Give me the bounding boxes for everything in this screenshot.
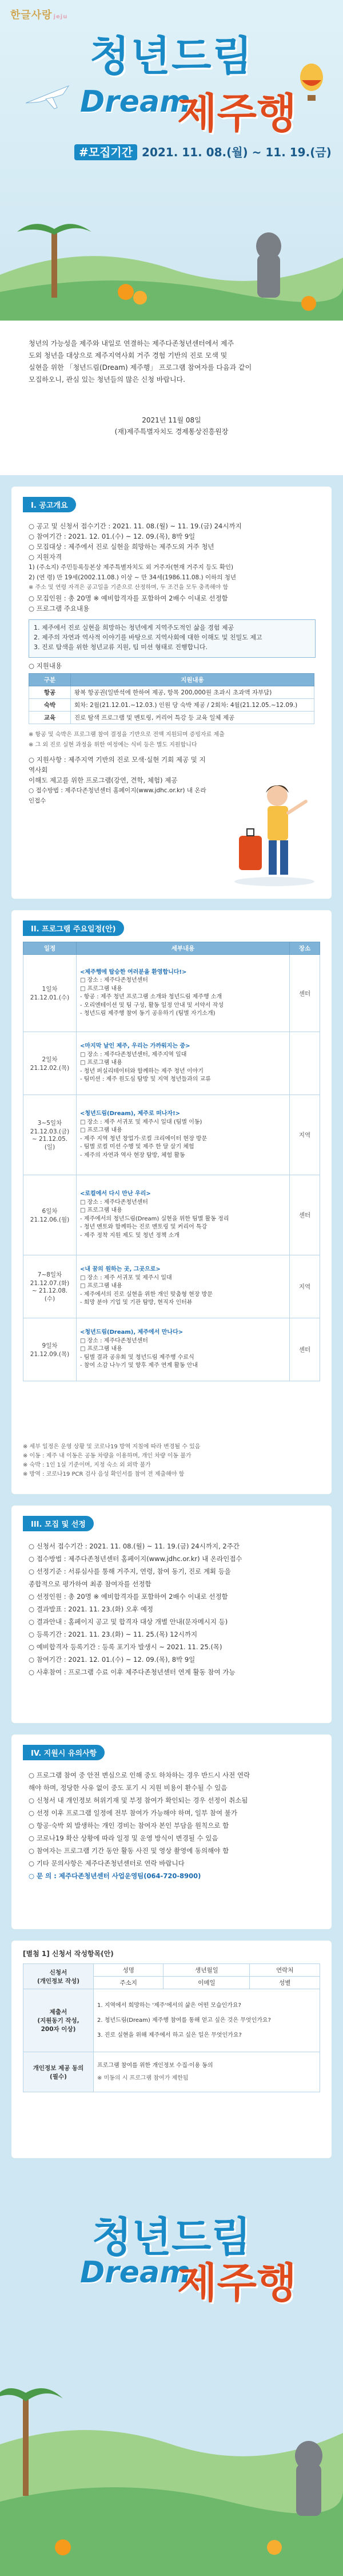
schedule-line: - 제주에서의 진로 실현을 위한 개인 맞춤형 현장 방문 [80,1291,213,1298]
schedule-line: <청년드림(Dream), 제주에서 만나다> [80,1329,184,1336]
support-cell: 교육 [29,712,71,724]
selection-item: ○ 결과안내 : 홈페이지 공고 및 합격자 대상 개별 안내(문자메시지 등) [29,1618,228,1626]
schedule-line: - 제주 지역 청년 창업가·로컬 크리에이터 현장 방문 [80,1135,208,1142]
schedule-line: - 팀미션 : 제주 원도심 탐방 및 지역 청년들과의 교류 [80,1076,211,1083]
schedule-place [290,1032,320,1095]
support-notes [29,730,225,750]
schedule-date: 21.12.09.(목) [30,1350,70,1358]
footer-landscape-illustration [0,2376,343,2576]
footer-title-dream: Dream [80,2255,191,2290]
support-note: ※ 그 외 진로 실현 과정을 위한 여정에는 식비 등은 별도 지원합니다 [29,742,197,748]
schedule-th: 장소 [290,942,320,955]
overview-item: ○ 프로그램 주요내용 [29,605,90,613]
support-cell: 항공 [29,686,71,699]
logo-sub: jeju [53,14,68,20]
schedule-line: - 항공 : 제주 청년 프로그램 소개와 청년드림 제주행 소개 [80,994,222,1000]
support-heading: ○ 지원내용 [29,662,62,670]
schedule-day: 9일차 [42,1342,58,1349]
table-row [23,1318,320,1381]
hero-title: 청년드림 [89,32,254,80]
schedule-line: □ 장소 : 제주다존청년센터 [80,1199,148,1206]
jeju-landscape-illustration [0,206,343,321]
schedule-th: 일정 [23,942,77,955]
schedule-day: 3~5일차 [37,1120,62,1127]
overview-extra [29,754,212,806]
intro-line: 실현을 위한 「청년드림(Dream) 제주행」 프로그램 참여자를 다음과 같이 [29,364,252,372]
section-appendix [11,1941,332,2158]
schedule-place: 센터 [290,1175,320,1255]
selection-item: ○ 등록기간 : 2021. 11. 23.(화) ~ 11. 25.(목) 12시까지 [29,1630,198,1638]
appendix-cell: 이메일 [163,1977,250,1989]
overview-item: ○ 모집인원 : 총 20명 ※ 예비합격자를 포함하여 2배수 이내로 선정함 [29,594,228,602]
appendix-cell: 연락처 [250,1964,320,1977]
notice-contact: ○ 문 의 : 제주다존청년센터 사업운영팀(064-720-8900) [29,1872,201,1880]
schedule-note: ※ 세부 일정은 운영 상황 및 코로나19 방역 지침에 따라 변경될 수 있음 [23,1444,201,1450]
schedule-line: □ 장소 : 제주다존청년센터 [80,1337,148,1344]
schedule-table [23,942,320,1381]
intro-line: 모집하오니, 관심 있는 청년들의 많은 신청 바랍니다. [29,376,185,384]
notice-item: ○ 프로그램 참여 중 안전 변심으로 인해 중도 하차하는 경우 반드시 사전 연락 [29,1771,250,1779]
selection-item: 종합적으로 평가하여 최종 참여자를 선정함 [29,1580,151,1588]
schedule-date: 21.12.06.(월) [30,1216,70,1223]
schedule-line: □ 장소 : 제주다존청년센터, 제주지역 일대 [80,1051,187,1058]
program-content-row: 1. 제주에서 진로 실현을 희망하는 청년에게 지역주도적인 삶을 경험 제공 [34,624,234,631]
table-row [23,1964,320,1977]
appendix-cell: 성명 [94,1964,163,1977]
support-cell: 왕복 항공권(일반석에 한하여 제공, 항목 200,000원 초과시 초과액 자부담) [71,686,314,699]
schedule-line: - 제주 정착 지원 제도 및 청년 정책 소개 [80,1232,180,1239]
schedule-day: 7~8일차 [37,1271,62,1278]
table-row [23,1989,320,2052]
intro-org: (재)제주특별자치도 경제통상진흥원장 [114,428,229,436]
period-tag: #모집기간 [74,144,137,160]
schedule-th: 세부내용 [77,942,290,955]
schedule-line: □ 장소 : 제주다존청년센터 [80,977,148,983]
support-th: 구분 [29,674,71,686]
intro-paragraph [29,338,314,386]
overview-item: 2) (연 령) 만 19세(2002.11.08.) 이상 ~ 만 34세(1986.11.08.) 이하의 청년 [29,574,237,581]
schedule-line: □ 프로그램 내용 [80,985,122,992]
schedule-line: - 오리엔테이션 및 팀 구성, 활동 일정 안내 및 서약서 작성 [80,1002,224,1009]
section-schedule [11,910,332,1494]
overview-item: 1) (주소지) 주민등록등본상 제주특별자치도 외 거주자(현재 거주지 등도 확인) [29,564,234,571]
schedule-day-cell [23,1032,77,1095]
schedule-note: ※ 방역 : 코로나19 PCR 검사 음성 확인서를 참여 전 제출해야 함 [23,1471,185,1477]
support-table [29,673,314,724]
appendix-questions [94,1989,320,2052]
period-value: 2021. 11. 08.(월) ~ 11. 19.(금) [142,145,332,159]
hero-title-jeju: 제주행 [177,89,297,137]
schedule-place: 지역 [290,1095,320,1175]
program-content-row: 2. 제주의 자연과 역사적 이야기를 바탕으로 지역사회에 대한 이해도 및 친밀도 제고 [34,634,262,641]
selection-item: ○ 결과발표 : 2021. 11. 23.(화) 오후 예정 [29,1605,153,1613]
schedule-day-cell [23,955,77,1032]
schedule-line: - 청년 퍼실리테이터와 함께하는 제주 청년 이야기 [80,1068,204,1074]
appendix-question: 1. 지역에서 희망하는 '제주'에서의 삶은 어떤 모습인가요? [97,2002,241,2009]
program-content-box [29,619,316,658]
schedule-line: - 청년드림 제주행 참여 동기 공유하기 (팀별 자기소개) [80,1010,216,1017]
schedule-line: <로컬에서 다시 만난 우리> [80,1191,151,1197]
table-row [23,1255,320,1318]
section-heading: I. 공고개요 [23,497,76,512]
schedule-detail-cell [77,1255,290,1318]
schedule-detail-cell [77,955,290,1032]
selection-item: ○ 사후참여 : 프로그램 수료 이후 제주다존청년센터 연계 활동 참여 가능 [29,1668,236,1676]
selection-item: ○ 선정인원 : 총 20명 ※ 예비합격자를 포함하여 2배수 이내로 선정함 [29,1593,228,1601]
schedule-date: 21.12.02.(목) [30,1064,70,1072]
section-overview [11,487,332,899]
section-selection [11,1506,332,1723]
appendix-cell: 성별 [250,1977,320,1989]
schedule-line: □ 장소 : 제주 서귀포 및 제주시 일대 [80,1274,172,1281]
hero-banner [0,0,343,321]
schedule-line: □ 프로그램 내용 [80,1283,122,1290]
table-row [29,686,314,699]
support-th: 지원내용 [71,674,314,686]
overview-item: ○ 공고 및 신청서 접수기간 : 2021. 11. 08.(월) ~ 11. 19.(금) 24시까지 [29,522,242,530]
selection-item: ○ 참여기간 : 2021. 12. 01.(수) ~ 12. 09.(목), 8박 9일 [29,1656,196,1664]
notice-item: ○ 참여자는 프로그램 기간 동안 활동 사진 및 영상 촬영에 동의해야 함 [29,1847,229,1855]
section-heading: III. 모집 및 선정 [23,1516,94,1531]
schedule-line: - 팀별 결과 공유회 및 청년드림 제주행 수료식 [80,1354,194,1361]
schedule-line: - 청년 멘토와 함께하는 진로 멘토링 및 커리어 특강 [80,1224,208,1230]
section-notice [11,1735,332,1929]
schedule-day-cell [23,1175,77,1255]
schedule-day: 2일차 [42,1056,58,1063]
table-row [29,712,314,724]
schedule-date: 21.12.01.(수) [30,994,70,1001]
table-row [23,2052,320,2092]
section-heading: II. 프로그램 주요일정(안) [23,920,124,936]
schedule-day: 6일차 [42,1207,58,1215]
schedule-line: □ 프로그램 내용 [80,1346,122,1353]
recruit-period [74,143,332,160]
schedule-date: 21.12.03.(금) ~ 21.12.05.(일) [30,1128,70,1151]
overview-extra-item: 이해도 제고를 위한 프로그램(강연, 견학, 체험) 제공 [29,776,178,784]
support-cell: 숙박 [29,699,71,712]
footer-title: 청년드림 [91,2213,252,2261]
selection-list [29,1540,314,1678]
program-content-row: 3. 진로 탐색을 위한 청년교류 지원, 팀 미션 형태로 진행합니다. [34,643,208,651]
schedule-line: <내 꿈의 원하는 곳, 그곳으로> [80,1266,161,1273]
intro-date: 2021년 11월 08일 [142,416,201,424]
overview-extra-item: ○ 지원사항 : 제주지역 기반의 진로 모색·실현 기회 제공 및 지역사회 [29,756,206,774]
airplane-icon [23,80,74,114]
schedule-detail-cell [77,1095,290,1175]
support-note: ※ 항공 및 숙박은 프로그램 참여 결정을 기반으로 전액 지원되며 증빙자료 제출 [29,732,225,738]
schedule-detail-cell [77,1032,290,1095]
travel-woman-illustration [229,773,320,887]
section-heading: IV. 지원시 유의사항 [23,1745,105,1760]
appendix-consent-line: 프로그램 참여를 위한 개인정보 수집·이용 동의 [97,2062,213,2069]
schedule-line: - 제주에서의 청년드림(Dream) 실현을 위한 팀별 활동 정리 [80,1215,229,1222]
notice-list [29,1769,314,1882]
selection-item: ○ 신청서 접수기간 : 2021. 11. 08.(월) ~ 11. 19.(금) 24시까지, 2주간 [29,1542,240,1550]
appendix-consent [94,2052,320,2092]
logo [10,7,67,22]
table-row [29,699,314,712]
schedule-line: - 희망 분야 기업 및 기관 탐방, 현직자 인터뷰 [80,1299,193,1306]
schedule-line: <청년드림(Dream), 제주로 떠나자!> [80,1111,181,1117]
table-row [23,1175,320,1255]
schedule-line: <제주행에 탑승한 여러분을 환영합니다!> [80,969,187,975]
schedule-day: 1일차 [42,986,58,993]
schedule-line: □ 프로그램 내용 [80,1127,122,1133]
appendix-label: 개인정보 제공 동의 (필수) [23,2052,94,2092]
notice-item: ○ 기타 문의사항은 제주다존청년센터로 연락 바랍니다 [29,1859,185,1867]
schedule-line: □ 프로그램 내용 [80,1207,122,1214]
appendix-cell: 주소지 [94,1977,163,1989]
notice-item: ○ 선정 이후 프로그램 일정에 전부 참여가 가능해야 하며, 일부 참여 불가 [29,1809,237,1817]
schedule-detail-cell [77,1318,290,1381]
selection-item: ○ 접수방법 : 제주다존청년센터 홈페이지(www.jdhc.or.kr) 내 온라인접수 [29,1555,242,1563]
schedule-place: 지역 [290,1255,320,1318]
overview-item: ○ 모집대상 : 제주에서 진로 실현을 희망하는 제주도외 거주 청년 [29,543,214,551]
overview-item: ○ 지원자격 [29,553,62,561]
appendix-heading: [별첨 1] 신청서 작성항목(안) [23,1950,114,1958]
intro-section [0,321,343,475]
footer-title-jeju: 제주행 [177,2259,297,2307]
selection-item: ○ 선정기준 : 서류심사를 통해 거주지, 연령, 참여 동기, 진로 계획 등을 [29,1567,231,1575]
intro-line: 청년의 가능성을 제주와 내일로 연결하는 제주다존청년센터에서 제주 [29,339,234,347]
schedule-detail-cell [77,1175,290,1255]
notice-item: ○ 항공·숙박 외 발생하는 개인 경비는 참여자 본인 부담을 원칙으로 함 [29,1822,229,1830]
schedule-line: □ 프로그램 내용 [80,1060,122,1066]
schedule-line: □ 장소 : 제주 서귀포 및 제주시 일대 (팀별 이동) [80,1119,202,1125]
table-row [23,955,320,1032]
notice-item: ○ 코로나19 확산 상황에 따라 일정 및 운영 방식이 변경될 수 있음 [29,1834,218,1842]
hero-title-dream: Dream [80,85,191,119]
appendix-table [23,1963,320,2092]
appendix-consent-line: ※ 미동의 시 프로그램 참여가 제한됨 [97,2075,189,2081]
notice-item: 해야 하며, 정당한 사유 없이 중도 포기 시 지원 비용이 환수될 수 있음 [29,1784,228,1792]
schedule-line: - 참여 소감 나누기 및 향후 제주 연계 활동 안내 [80,1362,198,1369]
table-row [23,1032,320,1095]
schedule-note: ※ 숙박 : 1인 1실 기준이며, 지정 숙소 외 외박 불가 [23,1462,151,1468]
schedule-line: <마지막 날인 제주, 우리는 가까워지는 중> [80,1043,190,1050]
overview-item: ※ 주소 및 연령 자격은 공고일을 기준으로 산정하며, 두 조건을 모두 충족해야 함 [29,584,229,591]
appendix-label: 신청서 (개인정보 작성) [23,1964,94,1989]
appendix-question: 2. 청년드림(Dream) 제주행 참여를 통해 얻고 싶은 것은 무엇인가요? [97,2017,271,2024]
schedule-day-cell [23,1095,77,1175]
schedule-line: - 제주의 자연과 역사 현장 탐방, 체험 활동 [80,1152,185,1159]
overview-extra-item: ○ 접수방법 : 제주다존청년센터 홈페이지(www.jdhc.or.kr) 내 온라인접수 [29,787,206,804]
schedule-day-cell [23,1255,77,1318]
overview-item: ○ 참여기간 : 2021. 12. 01.(수) ~ 12. 09.(목), 8박 9일 [29,532,196,540]
schedule-place: 센터 [290,1318,320,1381]
schedule-notes [23,1443,320,1479]
schedule-note: ※ 이동 : 제주 내 이동은 공동 차량을 이용하며, 개인 차량 이동 불가 [23,1453,192,1459]
appendix-label: 제출서 (지원동기 작성, 200자 이상) [23,1989,94,2052]
selection-item: ○ 예비합격자 등록기간 : 등록 포기자 발생시 ~ 2021. 11. 25.(목) [29,1643,222,1651]
table-row [23,1095,320,1175]
support-cell: 회차: 2월(21.12.01.~12.03.) 인원 당 숙박 제공 / 2회차: 4월(21.12.05.~12.09.) [71,699,314,712]
support-cell: 진로 탐색 프로그램 및 멘토링, 커리어 특강 등 교육 일체 제공 [71,712,314,724]
schedule-date: 21.12.07.(화) ~ 21.12.08.(수) [30,1280,70,1302]
appendix-question: 3. 진로 실현을 위해 제주에서 하고 싶은 일은 무엇인가요? [97,2032,242,2038]
schedule-place: 센터 [290,955,320,1032]
logo-text: 한글사랑 [10,9,53,21]
overview-list [29,521,314,614]
schedule-line: - 팀별 로컬 미션 수행 및 제주 한 달 살기 체험 [80,1144,194,1150]
notice-item: ○ 신청서 내 개인정보 허위기재 및 부정 참여가 확인되는 경우 선정이 취소됨 [29,1796,248,1804]
appendix-cell: 생년월일 [163,1964,250,1977]
schedule-day-cell [23,1318,77,1381]
intro-line: 도외 청년을 대상으로 제주지역사회 거주 경험 기반의 진로 모색 및 [29,351,228,359]
